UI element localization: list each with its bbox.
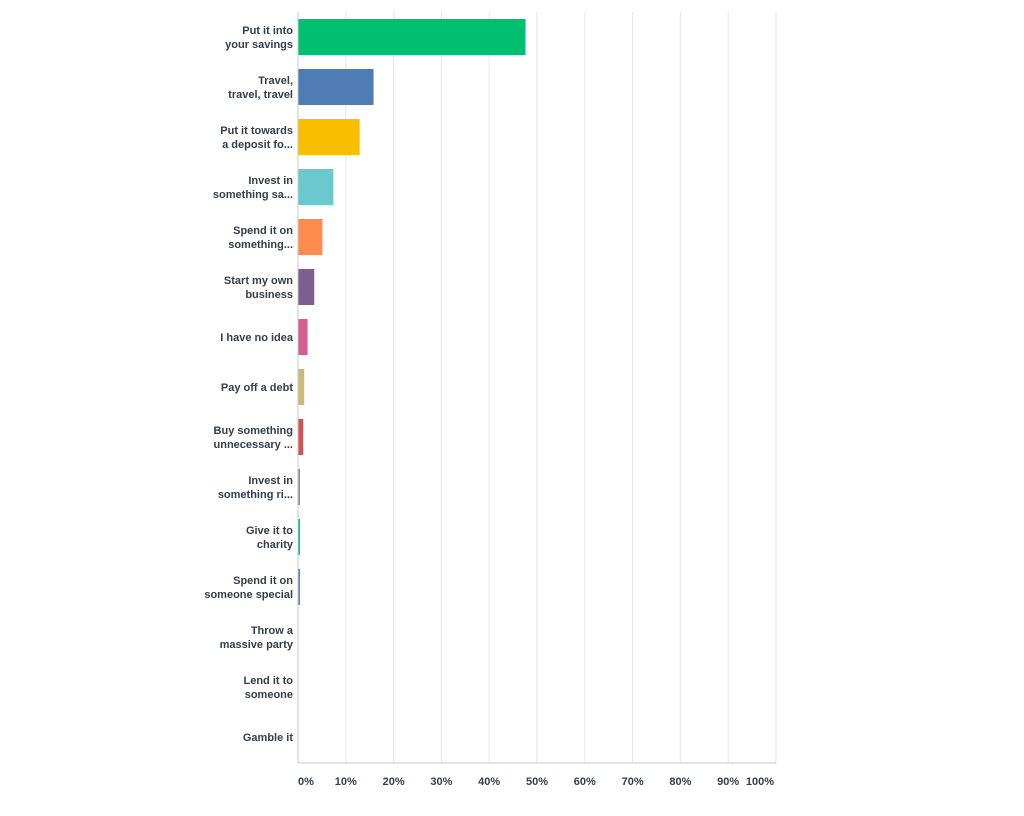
category-label: Spend it on something... [228,225,293,251]
bar [298,169,333,205]
x-tick-label: 60% [573,776,596,788]
x-axis-ticks [298,776,774,788]
category-label: Invest in something sa... [212,175,293,201]
x-tick-label: 20% [382,776,405,788]
category-label: Invest in something ri... [217,475,293,501]
bar [298,119,360,155]
x-tick-label: 50% [525,776,549,788]
bar [298,69,374,105]
category-label: Give it to charity [245,525,293,551]
category-label: Start my own business [223,275,293,301]
grid-lines [346,12,776,763]
category-label: Pay off a debt [220,382,293,394]
category-label: I have no idea [220,332,293,344]
x-tick-label: 0% [298,776,314,788]
bar [298,369,304,405]
category-label: Buy something unnecessary ... [213,425,293,451]
x-tick-label: 80% [669,776,692,788]
category-label: Lend it to someone [243,675,293,701]
x-tick-label: 100% [745,776,774,788]
bar [298,19,526,55]
x-tick-label: 70% [621,776,644,788]
x-tick-label: 10% [334,776,357,788]
category-label: Gamble it [242,732,293,744]
bar [298,319,308,355]
bar [298,219,322,255]
category-label: Travel, travel, travel [228,75,293,101]
category-label: Put it towards a deposit fo... [220,125,293,151]
category-label: Throw a massive party [219,625,293,651]
category-label: Put it into your savings [225,25,293,51]
x-tick-label: 90% [717,776,740,788]
x-tick-label: 40% [478,776,501,788]
x-tick-label: 30% [430,776,453,788]
bars [298,19,526,605]
bar [298,269,314,305]
category-labels [204,25,294,744]
bar [298,419,303,455]
category-label: Spend it on someone special [204,575,293,601]
